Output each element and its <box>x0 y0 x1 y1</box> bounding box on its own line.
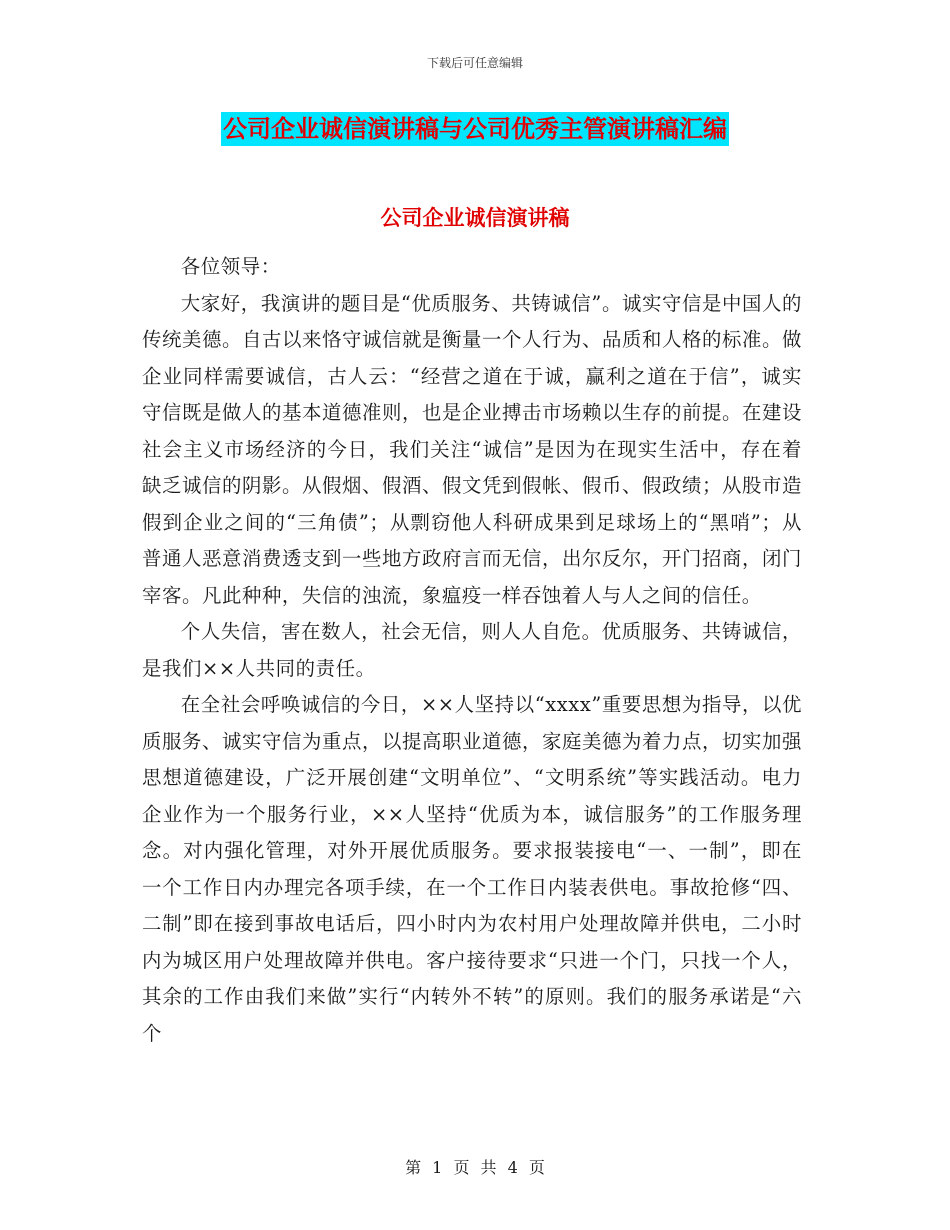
main-title <box>0 112 950 146</box>
salutation-paragraph: 各位领导： <box>180 255 281 278</box>
body-paragraph: 大家好，我演讲的题目是“优质服务、共铸诚信”。诚实守信是中国人的传统美德。自古以来恪守诚信就是衡量一个人行为、品质和人格的标准。做企业同样需要诚信，古人云：“经营之道在于诚，赢利之道在于信”，诚实守信既是做人的基本道德准则，也是企业搏击市场赖以生存的前提。在建设社会主义市场经济的今日，我们关注“诚信”是因为在现实生活中，存在着缺乏诚信的阴影。从假烟、假酒、假文凭到假帐、假币、假政绩；从股市造假到企业之间的“三角债”；从剽窃他人科研成果到足球场上的“黑哨”；从普通人恶意消费透支到一些地方政府言而无信，出尔反尔，开门招商，闭门宰客。凡此种种，失信的浊流，象瘟疫一样吞蚀着人与人之间的信任。 <box>142 291 802 607</box>
header-note: 下载后可任意编辑 <box>426 56 523 70</box>
body-paragraph: 个人失信，害在数人，社会无信，则人人自危。优质服务、共铸诚信，是我们××人共同的责任。 <box>142 620 802 680</box>
body-text <box>142 249 802 1052</box>
body-paragraph: 在全社会呼唤诚信的今日，××人坚持以“xxxx”重要思想为指导，以优质服务、诚实守信为重点，以提高职业道德，家庭美德为着力点，切实加强思想道德建设，广泛开展创建“文明单位”、“文明系统”等实践活动。电力企业作为一个服务行业，××人坚持“优质为本，诚信服务”的工作服务理念。对内强化管理，对外开展优质服务。要求报装接电“一、一制”，即在一个工作日内办理完各项手续，在一个工作日内装表供电。事故抢修“四、二制”即在接到事故电话后，四小时内为农村用户处理故障并供电，二小时内为城区用户处理故障并供电。客户接待要求“只进一个门，只找一个人，其余的工作由我们来做”实行“内转外不转”的原则。我们的服务承诺是“六个 <box>142 693 802 1045</box>
main-title-text: 公司企业诚信演讲稿与公司优秀主管演讲稿汇编 <box>221 112 729 146</box>
page-number-footer: 第 1 页 共 4 页 <box>405 1158 545 1177</box>
section-title: 公司企业诚信演讲稿 <box>380 206 570 230</box>
